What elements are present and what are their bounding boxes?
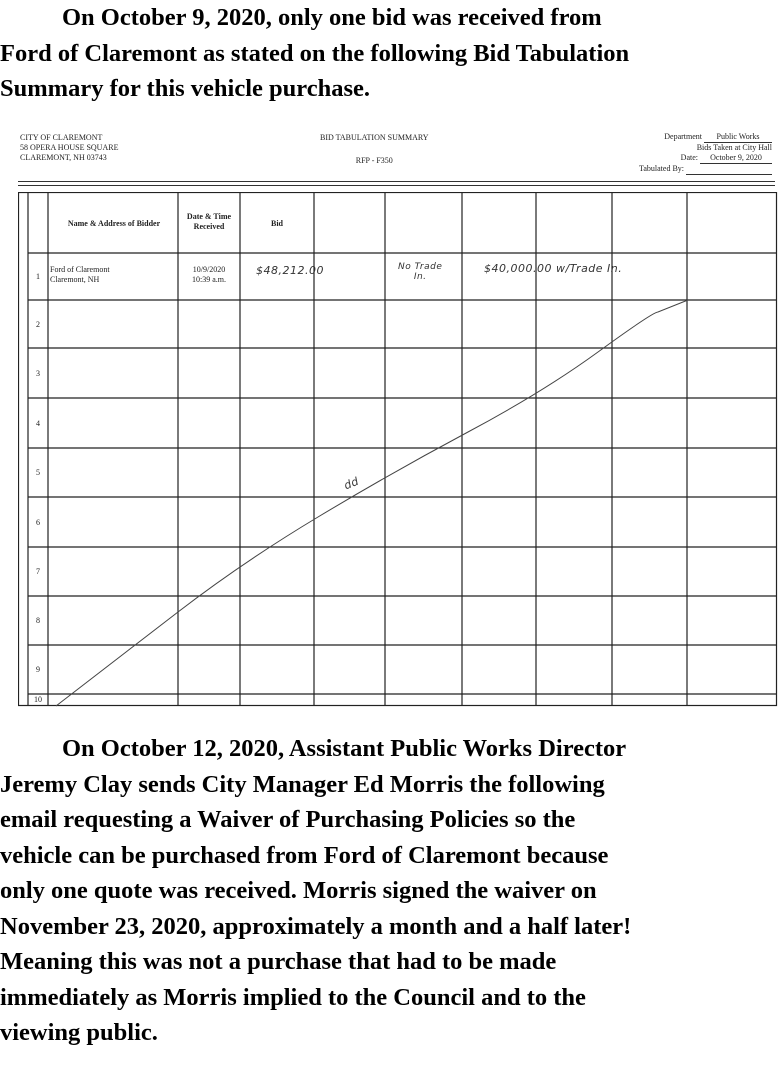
handwritten-note: No Trade In. bbox=[398, 262, 443, 282]
followup-paragraph bbox=[0, 731, 780, 1051]
row-number: 2 bbox=[36, 320, 40, 329]
bidder-name: Ford of Claremont Claremont, NH bbox=[50, 265, 110, 284]
column-header-bid: Bid bbox=[270, 219, 283, 228]
department-value: Public Works bbox=[704, 132, 772, 143]
handwritten-alternate-bid: $40,000.00 w/Trade In. bbox=[484, 262, 623, 275]
rfp-number: RFP - F350 bbox=[355, 156, 393, 165]
tabulated-by-value bbox=[686, 164, 772, 175]
followup-line: immediately as Morris implied to the Council and to the bbox=[0, 983, 586, 1011]
form-meta: Department Public Works Bids Taken at City Hall Date: October 9, 2020 Tabulated By: bbox=[622, 132, 772, 175]
followup-line: only one quote was received. Morris signed the waiver on bbox=[0, 877, 597, 904]
intro-line: Summary for this vehicle purchase. bbox=[0, 75, 370, 102]
org-address: CITY OF CLAREMONT 58 OPERA HOUSE SQUARE CLAREMONT, NH 03743 bbox=[20, 133, 119, 162]
row-number: 7 bbox=[36, 567, 40, 576]
bids-taken: Bids Taken at City Hall bbox=[696, 143, 772, 152]
header-rule bbox=[18, 185, 775, 186]
followup-line: Meaning this was not a purchase that had to be made bbox=[0, 948, 557, 975]
row-number: 3 bbox=[36, 369, 40, 378]
bid-grid bbox=[18, 192, 778, 707]
followup-line: On October 12, 2020, Assistant Public Works Director bbox=[62, 735, 627, 762]
form-title-block bbox=[320, 133, 429, 166]
header-rule bbox=[18, 181, 775, 182]
row-number: 9 bbox=[36, 665, 40, 674]
form-title: BID TABULATION SUMMARY bbox=[320, 133, 429, 142]
received-datetime: 10/9/2020 10:39 a.m. bbox=[192, 265, 226, 284]
followup-line: email requesting a Waiver of Purchasing Policies so the bbox=[0, 806, 576, 833]
row-number: 1 bbox=[36, 272, 40, 281]
handwritten-initials: dd bbox=[342, 474, 361, 493]
date-value: October 9, 2020 bbox=[700, 153, 772, 164]
row-number: 8 bbox=[36, 616, 40, 625]
column-header-bidder: Name & Address of Bidder bbox=[67, 219, 161, 228]
row-number: 4 bbox=[36, 419, 40, 428]
followup-line: November 23, 2020, approximately a month and a half later! bbox=[0, 912, 632, 940]
handwritten-bid: $48,212.00 bbox=[256, 264, 324, 277]
bid-tabulation-scan bbox=[0, 124, 780, 714]
followup-line: Jeremy Clay sends City Manager Ed Morris the following bbox=[0, 770, 605, 798]
intro-line: Ford of Claremont as stated on the following Bid Tabulation bbox=[0, 39, 630, 67]
followup-line: viewing public. bbox=[0, 1019, 158, 1046]
row-number: 10 bbox=[34, 695, 42, 704]
row-number: 6 bbox=[36, 518, 40, 527]
row-number: 5 bbox=[36, 468, 40, 477]
followup-line: vehicle can be purchased from Ford of Claremont because bbox=[0, 841, 609, 869]
column-header-received: Date & Time Received bbox=[186, 212, 232, 231]
intro-line: On October 9, 2020, only one bid was received from bbox=[62, 4, 602, 31]
intro-paragraph bbox=[0, 0, 780, 107]
